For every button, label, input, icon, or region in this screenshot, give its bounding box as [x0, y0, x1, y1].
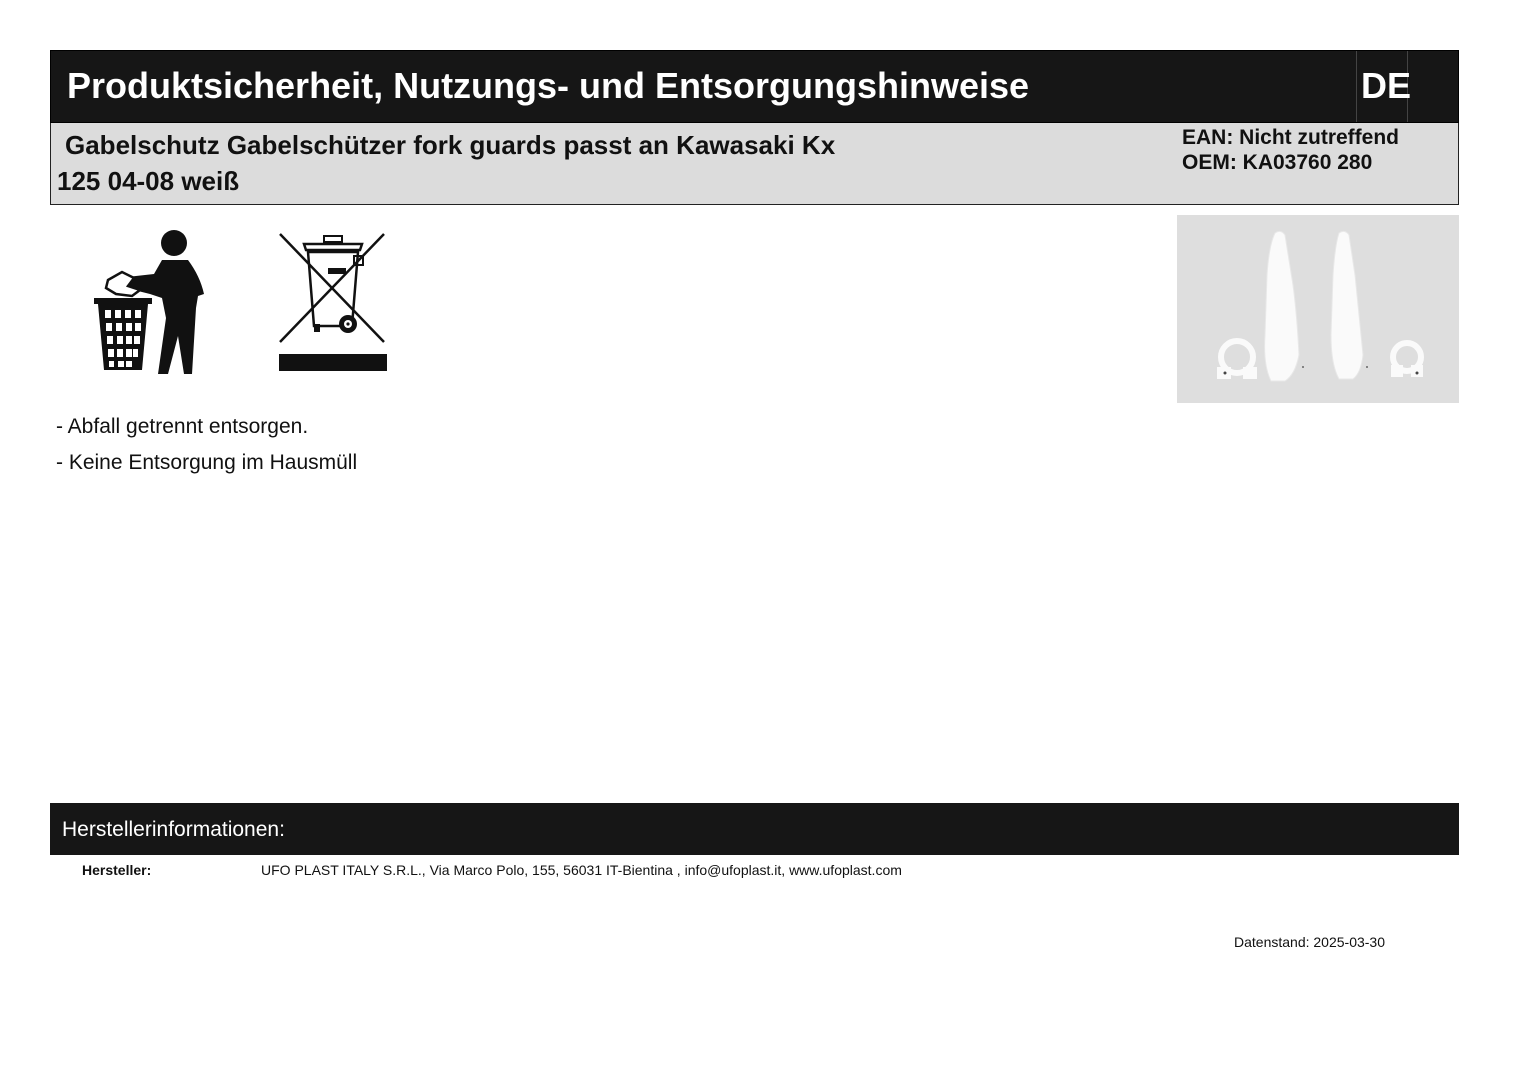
- list-item: - Abfall getrennt entsorgen.: [56, 415, 309, 438]
- language-box: [1356, 51, 1412, 122]
- product-codes: [1182, 125, 1399, 175]
- crossed-out-wheelie-bin-icon: [276, 230, 390, 374]
- product-photo: [1177, 215, 1459, 403]
- ean-code: EAN: Nicht zutreffend: [1182, 126, 1399, 149]
- product-name-line1: Gabelschutz Gabelschützer fork guards passt an Kawasaki Kx: [65, 130, 836, 160]
- page-title: Produktsicherheit, Nutzungs- und Entsorgungshinweise: [67, 65, 1030, 106]
- manufacturer-value: UFO PLAST ITALY S.R.L., Via Marco Polo, 155, 56031 IT-Bientina , info@ufoplast.it, www.ufoplast.com: [261, 862, 902, 878]
- manufacturer-bar: [50, 803, 1459, 855]
- list-item: - Keine Entsorgung im Hausmüll: [56, 451, 358, 474]
- data-date: Datenstand: 2025-03-30: [1234, 934, 1385, 950]
- oem-code: OEM: KA03760 280: [1182, 151, 1373, 174]
- language-label: DE: [1361, 65, 1412, 106]
- header-bar: [50, 50, 1459, 123]
- manufacturer-heading: Herstellerinformationen:: [62, 818, 285, 841]
- manufacturer-label: Hersteller:: [82, 862, 152, 878]
- dispose-in-bin-icon: [88, 228, 208, 374]
- product-name-line2: 125 04-08 weiß: [57, 166, 240, 196]
- product-info-bar: [50, 123, 1459, 205]
- instructions-list: [56, 414, 357, 486]
